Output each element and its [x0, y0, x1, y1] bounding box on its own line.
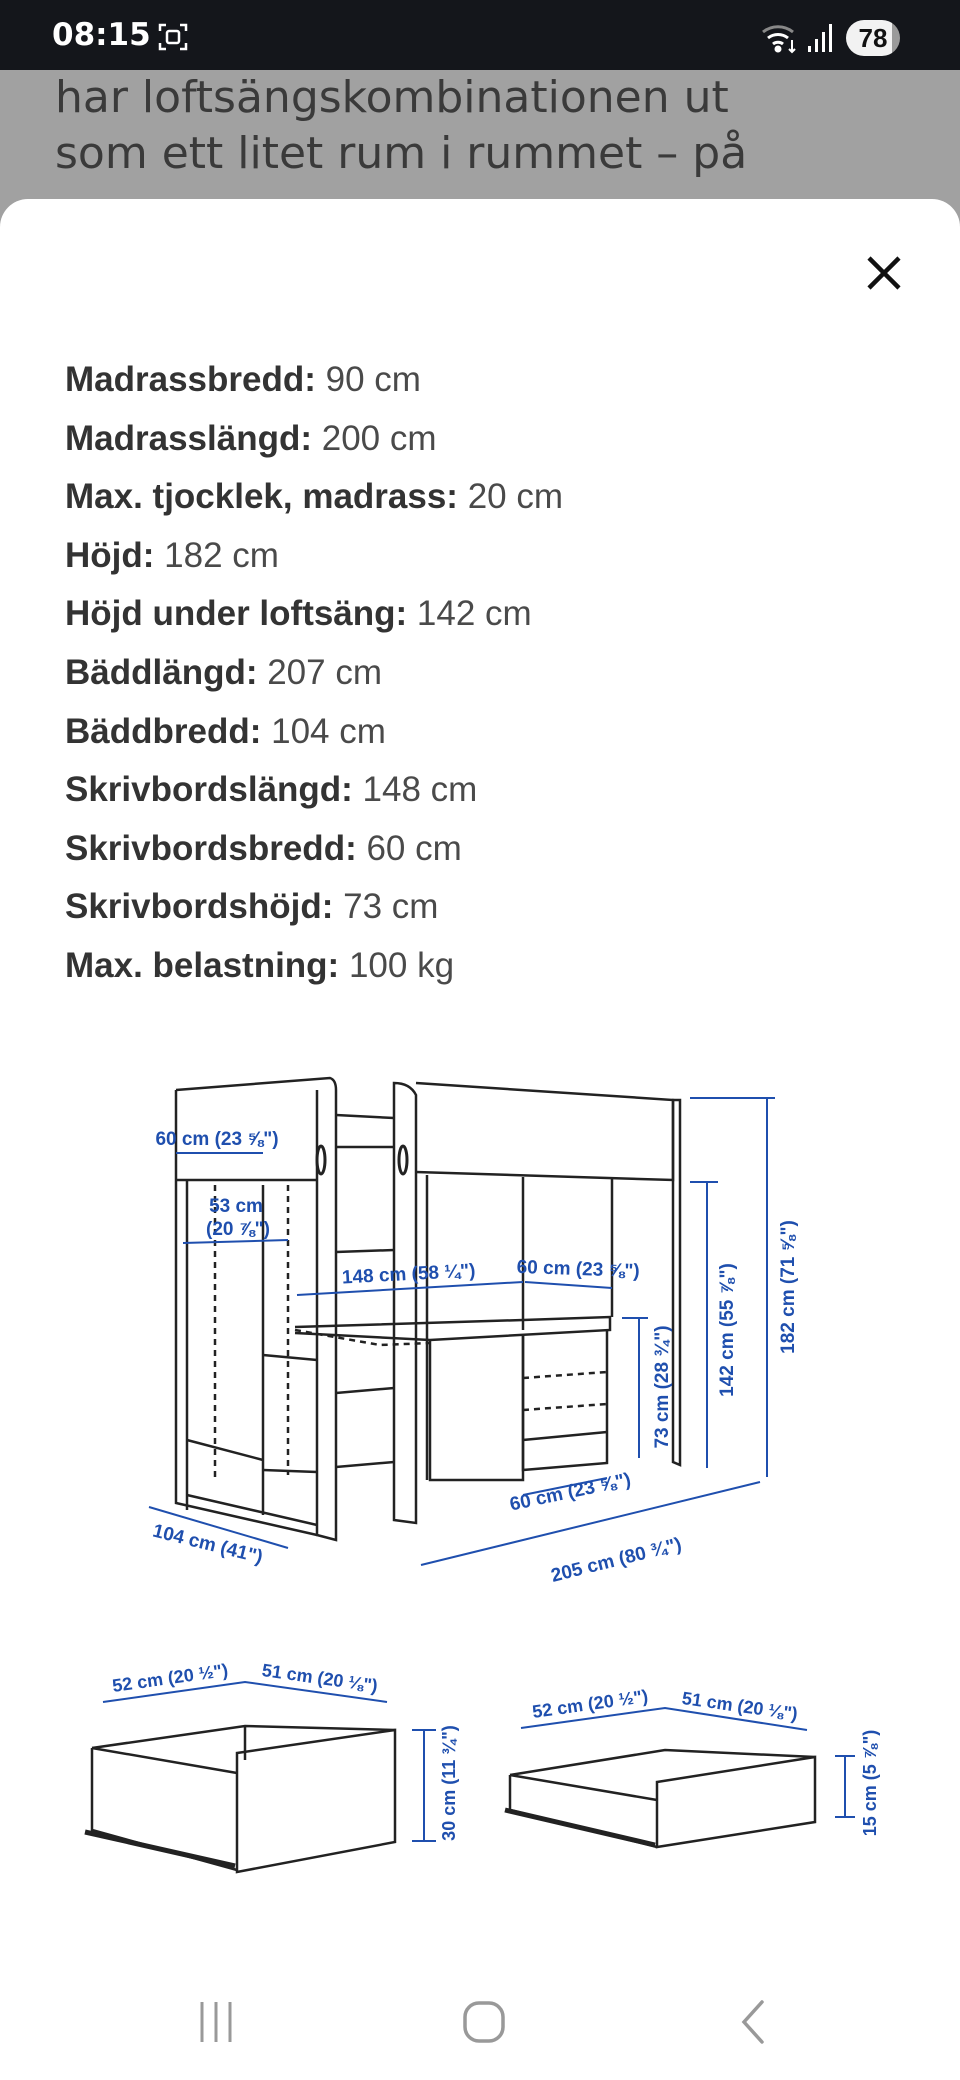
label-total-length: 205 cm (80 ¾"): [548, 1534, 684, 1587]
home-icon[interactable]: [462, 2000, 506, 2044]
background-text-partial: har loftsängskombinationen ut: [55, 72, 729, 123]
status-bar: [0, 0, 960, 70]
label-total-width: 104 cm (41"): [150, 1520, 265, 1569]
label-desk-height: 73 cm (28 ¾"): [652, 1325, 673, 1449]
spec-row: Höjd: 182 cm: [65, 535, 279, 575]
wifi-icon: [760, 20, 800, 54]
label-wardrobe-inner-cm: 53 cm: [209, 1196, 263, 1217]
signal-icon: [806, 22, 834, 52]
drawer-small-drawing: [505, 1750, 815, 1847]
status-time: 08:15: [52, 17, 151, 53]
spec-row: Max. belastning: 100 kg: [65, 945, 455, 985]
label-drawer-large-width: 52 cm (20 ½"): [111, 1659, 230, 1697]
spec-row: Bäddlängd: 207 cm: [65, 652, 382, 692]
spec-row: Max. tjocklek, madrass: 20 cm: [65, 477, 564, 517]
label-drawer-small-width: 52 cm (20 ½"): [531, 1685, 650, 1723]
label-desk-width-top: 60 cm (23 ⅝"): [516, 1256, 641, 1283]
navigation-bar: [0, 1990, 960, 2070]
label-total-height: 182 cm (71 ⅝"): [778, 1220, 799, 1354]
label-drawer-large-height: 30 cm (11 ¾"): [439, 1725, 459, 1841]
spec-row: Madrassbredd: 90 cm: [65, 360, 421, 399]
spec-row: Höjd under loftsäng: 142 cm: [65, 594, 532, 634]
label-under-height: 142 cm (55 ⅞"): [717, 1263, 738, 1397]
spec-row: Madrasslängd: 200 cm: [65, 418, 437, 458]
battery-badge: 78: [846, 20, 900, 56]
label-wardrobe-inner-in: (20 ⅞"): [206, 1219, 270, 1240]
label-drawer-large-depth: 51 cm (20 ⅛"): [260, 1659, 379, 1697]
label-desk-width-bottom: 60 cm (23 ⅝"): [507, 1469, 633, 1516]
drawer-large-drawing: [85, 1726, 395, 1872]
background-text: som ett litet rum i rummet – på: [55, 128, 748, 179]
recent-apps-icon[interactable]: [196, 2000, 236, 2044]
spec-row: Skrivbordsbredd: 60 cm: [65, 828, 462, 868]
back-icon[interactable]: [738, 2000, 768, 2044]
spec-row: Skrivbordslängd: 148 cm: [65, 770, 478, 810]
label-drawer-small-height: 15 cm (5 ⅞"): [860, 1729, 880, 1837]
spec-row: Skrivbordshöjd: 73 cm: [65, 887, 439, 927]
spec-row: Bäddbredd: 104 cm: [65, 711, 386, 751]
label-drawer-small-depth: 51 cm (20 ⅛"): [680, 1687, 799, 1725]
label-wardrobe-depth: 60 cm (23 ⅝"): [155, 1129, 279, 1150]
label-desk-length: 148 cm (58 ¼"): [341, 1260, 476, 1289]
screenshot-icon: [158, 22, 188, 52]
